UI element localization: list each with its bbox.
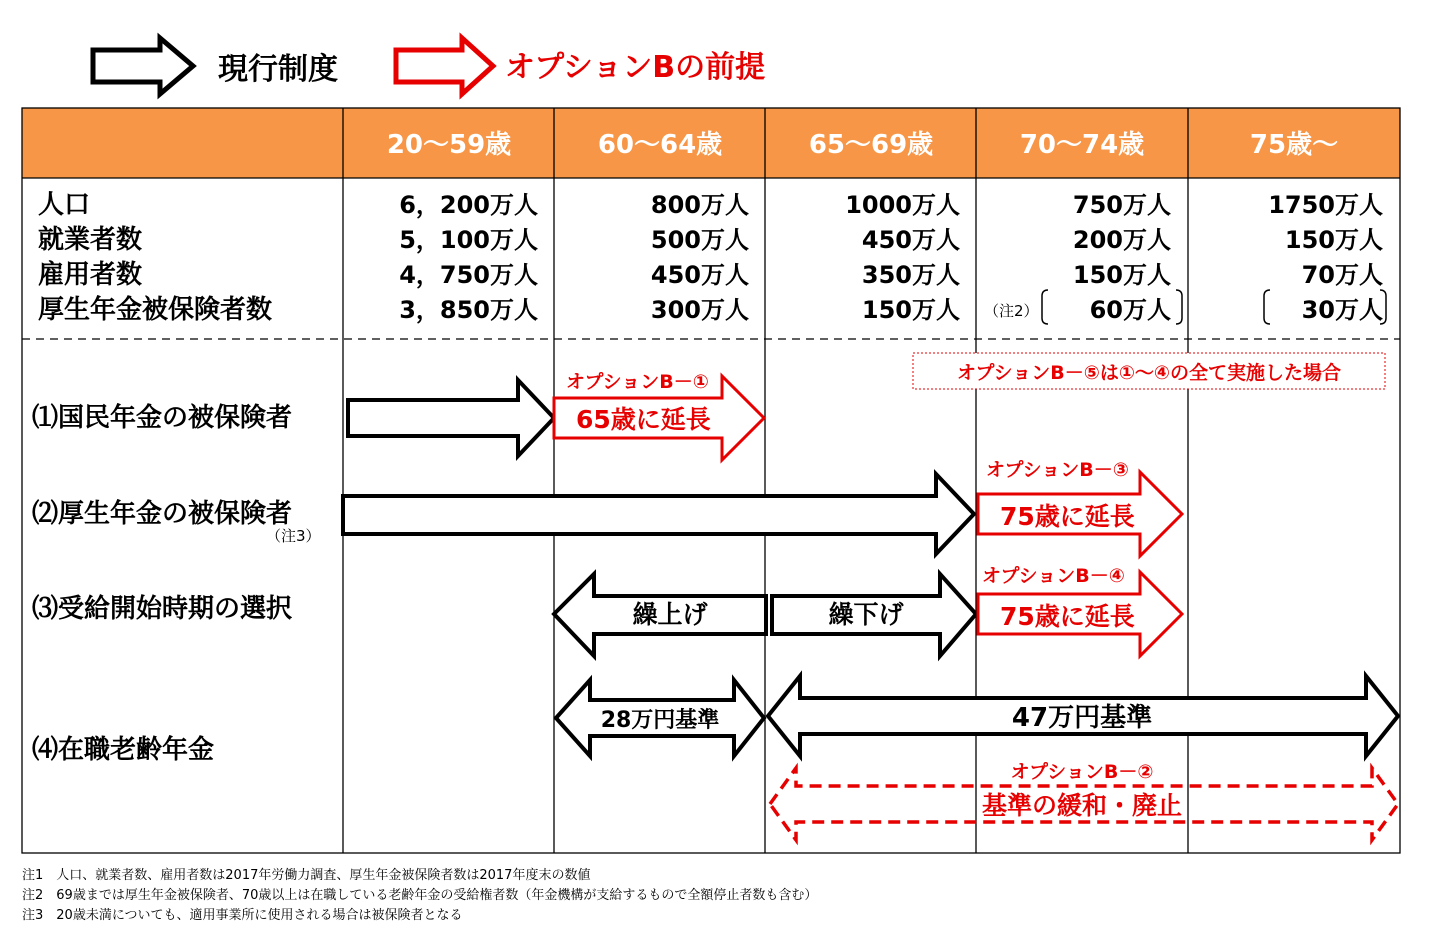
std47-text: 47万円基準 bbox=[1011, 703, 1153, 733]
stat-value: 800万人 bbox=[650, 191, 749, 219]
row-label-note3: （注3） bbox=[266, 527, 321, 545]
stat-value: 150万人 bbox=[1284, 226, 1383, 254]
footnote-3: 注3 20歳未満についても、適用事業所に使用される場合は被保険者となる bbox=[22, 908, 463, 923]
legend bbox=[93, 38, 765, 94]
legend-current-arrow bbox=[93, 38, 193, 94]
stat-value: 750万人 bbox=[1072, 191, 1171, 219]
stat-value: 150万人 bbox=[861, 296, 960, 324]
stat-value: 450万人 bbox=[650, 261, 749, 289]
stat-value: 30万人 bbox=[1301, 296, 1383, 324]
age-col-5: 75歳～ bbox=[1249, 130, 1339, 160]
stat-label-workers: 就業者数 bbox=[38, 225, 143, 255]
legend-option-arrow bbox=[396, 38, 493, 94]
current-arrow-national bbox=[348, 380, 554, 456]
stat-value: 200万人 bbox=[1072, 226, 1171, 254]
row-label-national-pension: ⑴国民年金の被保険者 bbox=[32, 403, 293, 433]
stat-value: 5，100万人 bbox=[399, 226, 538, 254]
table-grid bbox=[22, 108, 1400, 853]
footnote-2: 注2 69歳までは厚生年金被保険者、70歳以上は在職している老齢年金の受給権者数（年金機構が支給するもので全額停止者数も含む） bbox=[22, 888, 818, 903]
legend-option-label: オプションBの前提 bbox=[505, 50, 766, 85]
current-arrow-employee bbox=[343, 474, 974, 554]
option-b4-title: オプションB－④ bbox=[982, 565, 1125, 587]
stats-labels bbox=[38, 190, 272, 325]
stat-value: 150万人 bbox=[1072, 261, 1171, 289]
stat-value: 300万人 bbox=[650, 296, 749, 324]
stat-value: 4，750万人 bbox=[399, 261, 538, 289]
row-label-in-service-pension: ⑷在職老齢年金 bbox=[32, 735, 215, 765]
age-col-4: 70～74歳 bbox=[1019, 130, 1145, 160]
option-b1-text: 65歳に延長 bbox=[576, 405, 711, 434]
stat-value: 6，200万人 bbox=[399, 191, 538, 219]
stat-value: 450万人 bbox=[861, 226, 960, 254]
stat-label-population: 人口 bbox=[38, 190, 91, 220]
stats-values bbox=[399, 191, 1383, 324]
option-b1-title: オプションB－① bbox=[566, 371, 709, 393]
std28-text: 28万円基準 bbox=[600, 708, 720, 733]
age-col-1: 20～59歳 bbox=[386, 130, 512, 160]
kurisage-text: 繰下げ bbox=[828, 600, 904, 629]
row-label-start-timing: ⑶受給開始時期の選択 bbox=[32, 594, 293, 624]
stat-value: 3，850万人 bbox=[399, 296, 538, 324]
kuriage-text: 繰上げ bbox=[632, 600, 708, 629]
option-b3-title: オプションB－③ bbox=[986, 459, 1129, 481]
stat-value: 1000万人 bbox=[845, 191, 960, 219]
age-col-2: 60～64歳 bbox=[597, 130, 723, 160]
row-labels bbox=[32, 402, 321, 765]
note2-marker: （注2） bbox=[984, 302, 1039, 320]
row-label-employee-pension: ⑵厚生年金の被保険者 bbox=[32, 499, 293, 529]
option-b5-text: オプションB－⑤は①～④の全て実施した場合 bbox=[956, 362, 1342, 384]
stat-value: 350万人 bbox=[861, 261, 960, 289]
footnote-1: 注1 人口、就業者数、雇用者数は2017年労働力調査、厚生年金被保険者数は2017年度末の数値 bbox=[22, 868, 591, 883]
stat-label-employees: 雇用者数 bbox=[38, 260, 143, 290]
stat-value: 70万人 bbox=[1301, 261, 1383, 289]
age-col-3: 65～69歳 bbox=[808, 130, 934, 160]
stat-label-insured: 厚生年金被保険者数 bbox=[38, 295, 273, 325]
stat-value: 500万人 bbox=[650, 226, 749, 254]
option-b2-text: 基準の緩和・廃止 bbox=[981, 791, 1183, 820]
stat-value: 60万人 bbox=[1089, 296, 1171, 324]
stat-value: 1750万人 bbox=[1268, 191, 1383, 219]
option-b2-title: オプションB－② bbox=[1010, 761, 1154, 783]
legend-current-label: 現行制度 bbox=[218, 52, 338, 87]
option-b4-text: 75歳に延長 bbox=[1000, 602, 1135, 631]
option-b3-text: 75歳に延長 bbox=[1000, 502, 1135, 531]
